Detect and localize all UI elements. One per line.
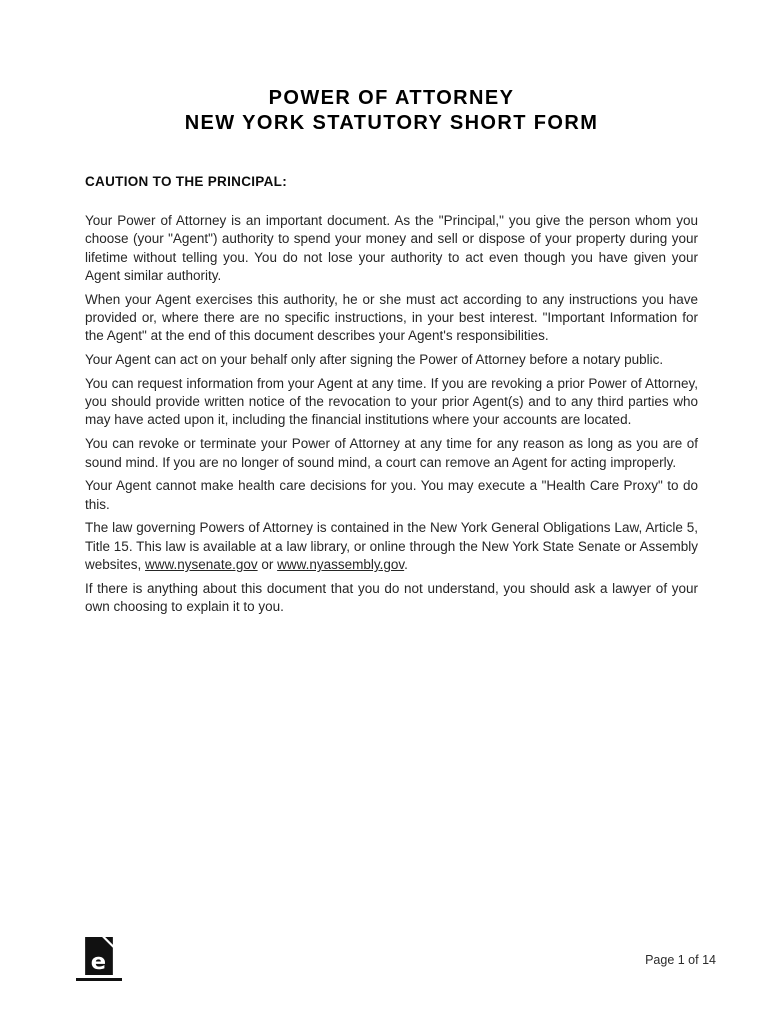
- governing-law-period: .: [404, 557, 408, 573]
- paragraph-health-care-proxy: Your Agent cannot make health care decisions for you. You may execute a "Health Care Proxy" to do this.: [85, 478, 698, 512]
- paragraph-revocation-notice: You can request information from your Agent at any time. If you are revoking a prior Power of Attorney, you should provide written notice of the revocation to your prior Agent(s) and to any third parties who may have acted upon it, including the financial institutions where your accounts are located.: [85, 375, 698, 428]
- document-title: [85, 86, 698, 136]
- paragraph-closing: If there is anything about this document that you do not understand, you should ask a lawyer of your own choosing to explain it to you.: [85, 580, 698, 615]
- eforms-logo-letter: e: [90, 948, 107, 975]
- paragraph-revoke-terminate: You can revoke or terminate your Power of Attorney at any time for any reason as long as you are of sound mind. If you are no longer of sound mind, a court can remove an Agent for acting improperly.: [85, 436, 698, 470]
- document-title-line1: POWER OF ATTORNEY: [268, 87, 515, 109]
- eforms-logo[interactable]: [76, 937, 122, 981]
- document-content: [85, 0, 698, 622]
- caution-heading: CAUTION TO THE PRINCIPAL:: [85, 174, 287, 189]
- nysenate-link[interactable]: www.nysenate.gov: [145, 557, 258, 573]
- paragraph-principal-intro: Your Power of Attorney is an important document. As the "Principal," you give the person whom you choose (your "Agent") authority to spend your money and sell or dispose of your property during your lifetime without telling you. You do not lose your authority to act even though you have given your Agent similar authority.: [85, 213, 698, 283]
- page-number: Page 1 of 14: [645, 953, 716, 967]
- paragraph-notary: Your Agent can act on your behalf only after signing the Power of Attorney before a notary public.: [85, 352, 664, 368]
- nyassembly-link[interactable]: www.nyassembly.gov: [277, 557, 405, 573]
- eforms-logo-underline: [76, 978, 122, 981]
- governing-law-or-text: or: [257, 557, 278, 573]
- governing-law-text: The law governing Powers of Attorney is contained in the New York General Obligations Law, Article 5, Title 15. This law is available at a law library, or online through the New York State Senate or Assembly websites,: [85, 520, 698, 573]
- eforms-document-icon: [85, 937, 113, 975]
- paragraph-agent-duties: When your Agent exercises this authority, he or she must act according to any instructions you have provided or, where there are no specific instructions, in your best interest. "Important Information for the Agent" at the end of this document describes your Agent's responsibilities.: [85, 291, 698, 344]
- paragraph-governing-law: [85, 519, 698, 574]
- document-title-line2: NEW YORK STATUTORY SHORT FORM: [184, 112, 599, 134]
